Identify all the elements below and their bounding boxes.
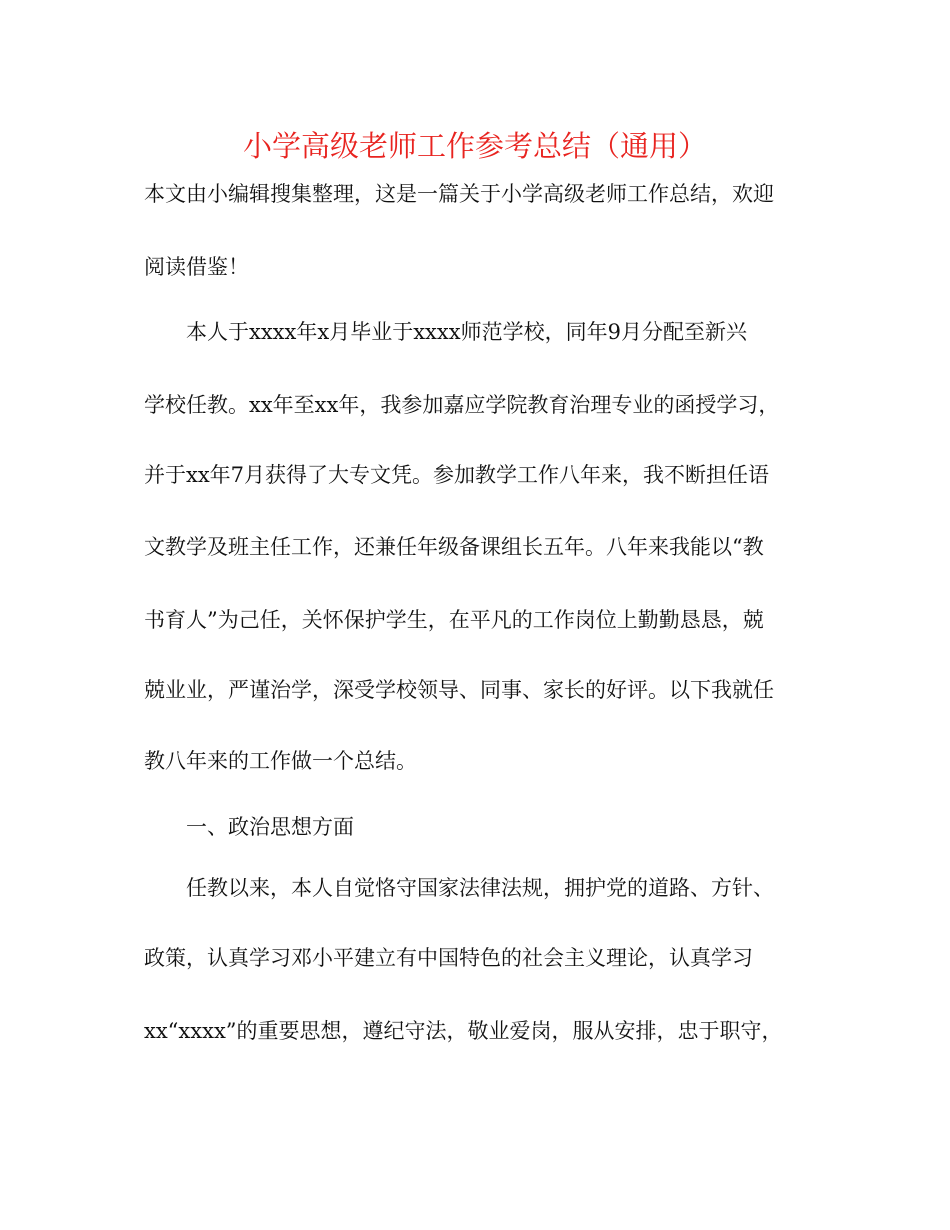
paragraph-line: xx“xxxx”的重要思想，遵纪守法，敬业爱岗，服从安排，忠于职守，: [144, 1019, 783, 1043]
paragraph-line: 本人于xxxx年x月毕业于xxxx师范学校，同年9月分配至新兴: [186, 320, 747, 344]
document-title: 小学高级老师工作参考总结（通用）: [242, 129, 707, 163]
paragraph-line: 阅读借鉴！: [144, 255, 249, 279]
paragraph-line: 任教以来，本人自觉恪守国家法律法规，拥护党的道路、方针、: [186, 876, 774, 900]
paragraph-line: 教八年来的工作做一个总结。: [144, 749, 417, 773]
paragraph-line: 学校任教。xx年至xx年，我参加嘉应学院教育治理专业的函授学习，: [144, 393, 780, 417]
section-heading: 一、政治思想方面: [186, 815, 354, 839]
paragraph-line: 兢业业，严谨治学，深受学校领导、同事、家长的好评。以下我就任: [144, 678, 774, 702]
paragraph-line: 并于xx年7月获得了大专文凭。参加教学工作八年来，我不断担任语: [144, 463, 770, 487]
paragraph-line: 本文由小编辑搜集整理，这是一篇关于小学高级老师工作总结，欢迎: [144, 182, 774, 206]
paragraph-line: 书育人”为己任，关怀保护学生，在平凡的工作岗位上勤勤恳恳，兢: [144, 608, 764, 632]
paragraph-line: 文教学及班主任工作，还兼任年级备课组长五年。八年来我能以“教: [144, 535, 764, 559]
paragraph-line: 政策，认真学习邓小平建立有中国特色的社会主义理论，认真学习: [144, 946, 753, 970]
